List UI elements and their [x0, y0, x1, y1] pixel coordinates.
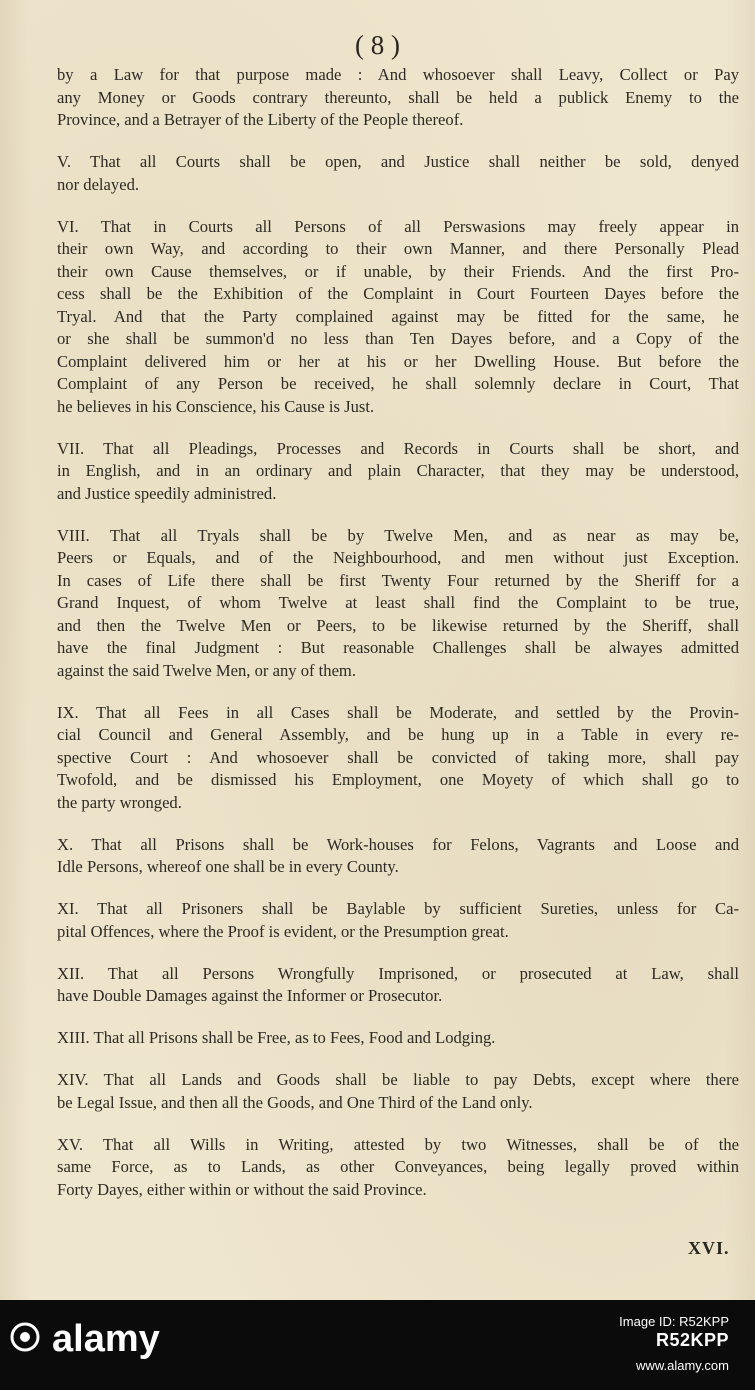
page-number: ( 8 ) — [355, 30, 400, 60]
catchword: XVI. — [688, 1238, 730, 1258]
text-line: XIII. That all Prisons shall be Free, as to Fees, Food and Lodging. — [57, 1028, 496, 1047]
text-line: VIII. That all Tryals shall be by Twelve Men, and as near as may be, — [57, 525, 739, 545]
paragraph-xv — [57, 1134, 739, 1202]
alamy-logo-icon — [10, 1322, 40, 1352]
text-line: have the final Judgment : But reasonable Challenges shall be alwayes admitted — [57, 638, 739, 657]
text-line: Province, and a Betrayer of the Liberty of the People thereof. — [57, 110, 464, 129]
paragraph-xii — [57, 963, 739, 1008]
text-line: cial Council and General Assembly, and be hung up in a Table in every re- — [57, 725, 739, 744]
text-line: be Legal Issue, and then all the Goods, and One Third of the Land only. — [57, 1092, 533, 1112]
text-line: Twofold, and be dismissed his Employment, one Moyety of which shall go to — [57, 770, 739, 789]
text-line: nor delayed. — [57, 174, 140, 194]
text-line: Forty Dayes, either within or without the said Province. — [57, 1179, 427, 1199]
text-line: VI. That in Courts all Persons of all Perswasions may freely appear in — [57, 216, 739, 236]
paragraph-cont — [57, 64, 739, 132]
watermark-footer — [0, 1300, 755, 1390]
paragraph-xiv — [57, 1069, 739, 1114]
paragraph-ix — [57, 702, 739, 815]
brand-name: alamy — [52, 1318, 160, 1360]
text-line: against the said Twelve Men, or any of them. — [57, 660, 356, 680]
text-line: their own Cause themselves, or if unable, by their Friends. And the first Pro- — [57, 261, 739, 281]
text-line: have Double Damages against the Informer or Prosecutor. — [57, 986, 443, 1005]
text-line: IX. That all Fees in all Cases shall be Moderate, and settled by the Provin- — [57, 702, 739, 722]
paragraph-vi — [57, 216, 739, 419]
body-text — [57, 64, 739, 1221]
text-line: Complaint of any Person be received, he shall solemnly declare in Court, That — [57, 374, 739, 393]
paragraph-v — [57, 151, 739, 196]
text-line: and Justice speedily administred. — [57, 483, 277, 503]
text-line: V. That all Courts shall be open, and Justice shall neither be sold, denyed — [57, 152, 739, 171]
paragraph-viii — [57, 525, 739, 683]
text-line: pital Offences, where the Proof is evident, or the Presumption great. — [57, 921, 509, 941]
paragraph-xi — [57, 898, 739, 943]
paragraph-xiii — [57, 1027, 739, 1050]
text-line: Tryal. And that the Party complained against may be fitted for the same, he — [57, 306, 739, 326]
site-url[interactable]: www.alamy.com — [636, 1358, 729, 1373]
text-line: VII. That all Pleadings, Processes and Records in Courts shall be short, and — [57, 438, 739, 458]
text-line: and then the Twelve Men or Peers, to be likewise returned by the Sheriff, shall — [57, 615, 739, 635]
text-line: any Money or Goods contrary thereunto, shall be held a publick Enemy to the — [57, 87, 739, 107]
text-line: XI. That all Prisoners shall be Baylable by sufficient Sureties, unless for Ca- — [57, 899, 739, 918]
text-line: spective Court : And whosoever shall be convicted of taking more, shall pay — [57, 747, 739, 767]
text-line: their own Way, and according to their own Manner, and there Personally Plead — [57, 239, 739, 258]
text-line: X. That all Prisons shall be Work-houses for Felons, Vagrants and Loose and — [57, 834, 739, 854]
text-line: Complaint delivered him or her at his or her Dwelling House. But before the — [57, 351, 739, 371]
text-line: Peers or Equals, and of the Neighbourhood, and men without just Exception. — [57, 548, 739, 567]
text-line: cess shall be the Exhibition of the Complaint in Court Fourteen Dayes before the — [57, 284, 739, 303]
image-id-code: R52KPP — [655, 1330, 729, 1350]
paragraph-x — [57, 834, 739, 879]
paragraph-vii — [57, 438, 739, 506]
text-line: Grand Inquest, of whom Twelve at least shall find the Complaint to be true, — [57, 593, 739, 612]
text-line: same Force, as to Lands, as other Conveyances, being legally proved within — [57, 1157, 739, 1176]
text-line: In cases of Life there shall be first Twenty Four returned by the Sheriff for a — [57, 570, 739, 590]
text-line: he believes in his Conscience, his Cause is Just. — [57, 396, 375, 416]
text-line: in English, and in an ordinary and plain Character, that they may be understood, — [57, 461, 739, 480]
text-line: Idle Persons, whereof one shall be in every County. — [57, 857, 399, 876]
text-line: or she shall be summon'd no less than Ten Dayes before, and a Copy of the — [57, 329, 739, 348]
text-line: by a Law for that purpose made : And whosoever shall Leavy, Collect or Pay — [57, 65, 739, 84]
text-line: the party wronged. — [57, 792, 182, 812]
text-line: XV. That all Wills in Writing, attested by two Witnesses, shall be of the — [57, 1134, 739, 1154]
text-line: XII. That all Persons Wrongfully Imprisoned, or prosecuted at Law, shall — [57, 963, 739, 983]
image-id-label: Image ID: R52KPP — [619, 1314, 729, 1329]
text-line: XIV. That all Lands and Goods shall be liable to pay Debts, except where there — [57, 1070, 739, 1089]
